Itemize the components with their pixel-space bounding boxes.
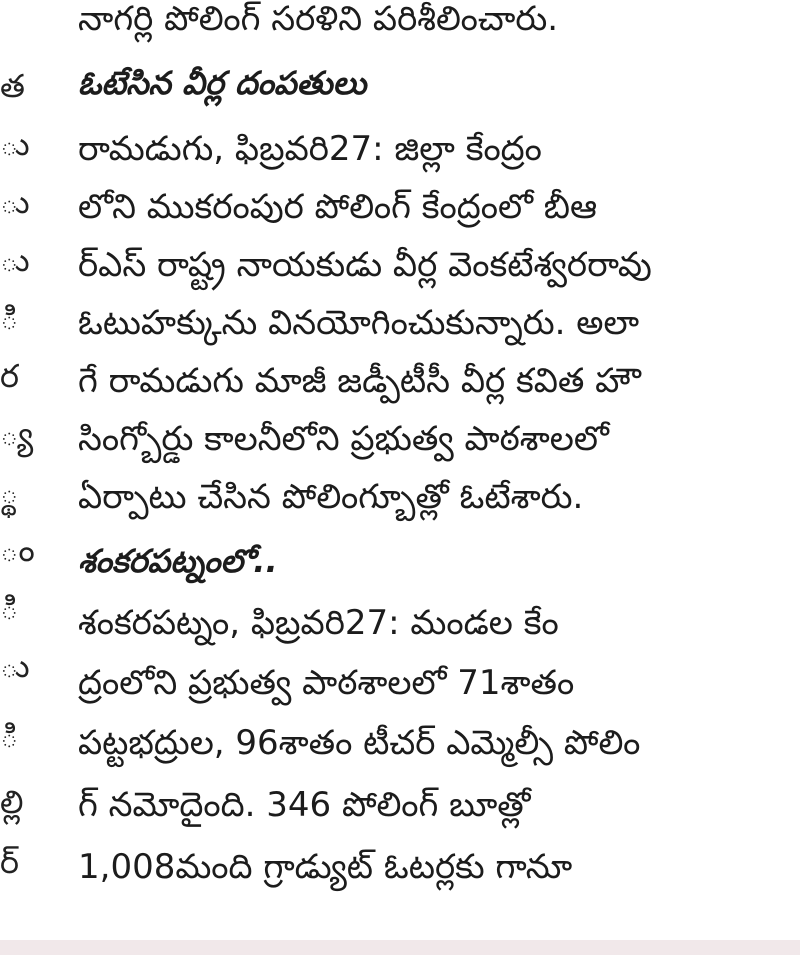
article-line: శంకరపట్నం, ఫిబ్రవరి27: మండల కేం xyxy=(78,603,559,643)
subheading-shankarapatnam: శంకరపట్నంలో.. xyxy=(78,542,278,580)
article-line: 1,008మంది గ్రాడ్యుట్ ఓటర్లకు గానూ xyxy=(78,847,573,887)
left-column-char: ి xyxy=(0,299,19,337)
article-line: రామడుగు, ఫిబ్రవరి27: జిల్లా కేంద్రం xyxy=(78,129,542,169)
left-column-char: త xyxy=(0,67,25,105)
left-column-char: ల్లి xyxy=(0,783,24,821)
left-column-char: ్థ xyxy=(0,473,19,511)
article-line: ఓటుహక్కును వినయోగించుకున్నారు. అలా xyxy=(78,303,640,343)
bottom-margin-band xyxy=(0,940,800,955)
left-column-char: ం xyxy=(0,531,35,569)
subheading-veerla-couple: ఓటేసిన వీర్ల దంపతులు xyxy=(78,64,367,102)
left-column-char: ర్ xyxy=(0,843,19,881)
left-column-char: ి xyxy=(0,717,19,755)
article-line: ద్రంలోని ప్రభుత్వ పాఠశాలలో 71శాతం xyxy=(78,663,575,703)
left-column-char: ర xyxy=(0,357,19,395)
article-line: లోని ముకరంపుర పోలింగ్ కేంద్రంలో బీఆ xyxy=(78,187,598,227)
adjacent-column-fragment xyxy=(0,0,35,940)
left-column-char: ్య xyxy=(0,415,34,453)
article-line: ర్ఎస్ రాష్ట్ర నాయకుడు వీర్ల వెంకటేశ్వరరావు xyxy=(78,245,652,285)
left-column-char: ు xyxy=(0,183,30,221)
article-line: గే రామడుగు మాజీ జడ్పీటీసీ వీర్ల కవిత హౌ xyxy=(78,361,641,401)
article-line: సింగ్బోర్డు కాలనీలోని ప్రభుత్వ పాఠశాలలో xyxy=(78,419,609,459)
left-column-char: ు xyxy=(0,125,30,163)
article-line: పట్టభద్రుల, 96శాతం టీచర్ ఎమ్మెల్సీ పోలిం xyxy=(78,723,641,763)
left-column-char: ు xyxy=(0,241,30,279)
article-line: గ్ నమోదైంది. 346 పోలింగ్ బూత్లో xyxy=(78,785,531,825)
article-line: ఏర్పాటు చేసిన పోలింగ్బూత్లో ఓటేశారు. xyxy=(78,477,584,517)
article-column xyxy=(78,0,778,940)
left-column-char: ి xyxy=(0,589,19,627)
article-line: నాగర్లి పోలింగ్ సరళిని పరిశీలించారు. xyxy=(78,0,559,39)
left-column-char: ు xyxy=(0,647,30,685)
